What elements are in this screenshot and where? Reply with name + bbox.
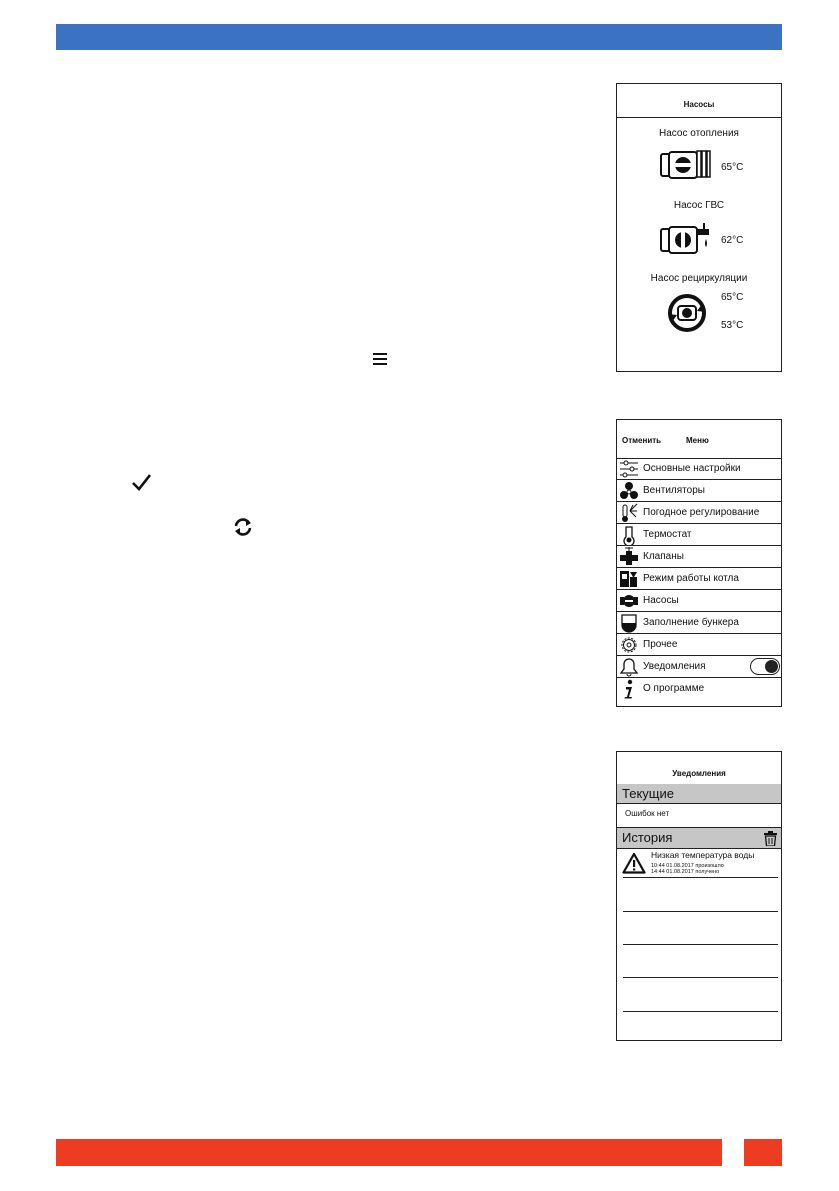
menu-item-label: Заполнение бункера [643,617,739,628]
pump-icon [619,591,639,611]
menu-item-label: Режим работы котла [643,573,739,584]
history-entry-received: 14:44 01.08.2017 получено [651,869,720,875]
notifications-title: Уведомления [672,769,726,778]
heating-pump-label: Насос отопления [659,128,739,139]
info-icon [619,679,639,699]
history-section-bar [617,827,781,849]
menu-item-label: Уведомления [643,661,706,672]
weather-thermometer-icon [619,503,639,523]
bell-icon [619,657,639,677]
footer-bar [56,1139,722,1166]
header-bar [56,24,782,50]
valve-icon [619,547,639,567]
menu-item-label: О программе [643,683,705,694]
pumps-screen [616,83,782,372]
menu-item-notifications[interactable] [617,656,781,678]
history-divider [623,877,778,878]
fan-icon [619,481,639,501]
heating-pump-temp: 65°C [721,162,744,173]
hamburger-menu-icon [373,353,387,365]
menu-item-valves[interactable] [617,546,781,568]
notifications-screen [616,751,782,1041]
no-errors-text: Ошибок нет [625,809,670,818]
recirc-pump-label: Насос рециркуляции [650,273,748,284]
warning-icon [622,852,646,874]
gear-icon [619,635,639,655]
history-divider [623,977,778,978]
menu-item-label: Клапаны [643,551,684,562]
menu-item-about[interactable] [617,678,781,700]
history-divider [623,1011,778,1012]
menu-screen [616,419,782,707]
dhw-pump-icon [659,221,713,257]
notifications-header [617,752,781,785]
toggle-knob [765,660,778,673]
sliders-icon [619,459,639,479]
history-entry-title: Низкая температура воды [651,850,755,860]
heating-pump-icon [659,148,711,182]
dhw-pump-label: Насос ГВС [673,200,725,211]
menu-item-label: Термостат [643,529,692,540]
pumps-title: Насосы [683,100,715,109]
pumps-header [617,84,781,118]
menu-item-weather-control[interactable] [617,502,781,524]
history-entry-occurred: 10:44 01.08.2017 произошло [651,863,724,869]
history-divider [623,911,778,912]
recirc-pump-temp-2: 53°C [721,320,744,331]
menu-item-thermostat[interactable] [617,524,781,546]
menu-item-basic-settings[interactable] [617,458,781,480]
recirc-pump-temp-1: 65°C [721,292,744,303]
menu-title: Меню [686,436,709,445]
menu-item-other[interactable] [617,634,781,656]
menu-item-label: Прочее [643,639,678,650]
menu-item-label: Вентиляторы [643,485,705,496]
recirc-pump-icon [666,292,708,334]
menu-item-boiler-mode[interactable] [617,568,781,590]
current-section-label: Текущие [622,786,674,801]
hopper-icon [619,613,639,633]
cancel-button[interactable]: Отменить [622,436,662,445]
notifications-toggle[interactable] [750,658,780,675]
dhw-pump-temp: 62°C [721,235,744,246]
menu-item-pumps[interactable] [617,590,781,612]
thermostat-icon [619,525,639,545]
menu-item-fans[interactable] [617,480,781,502]
history-section-label: История [622,830,673,845]
page-number-box [744,1139,782,1166]
history-divider [623,944,778,945]
boiler-mode-icon [619,569,639,589]
menu-item-hopper-fill[interactable] [617,612,781,634]
menu-item-label: Насосы [643,595,679,606]
refresh-icon [233,517,253,537]
current-section-bar [617,784,781,804]
menu-item-label: Основные настройки [643,463,741,474]
menu-header [617,420,781,459]
menu-item-label: Погодное регулирование [643,507,760,518]
checkmark-icon [132,474,151,491]
trash-icon[interactable] [764,831,777,846]
